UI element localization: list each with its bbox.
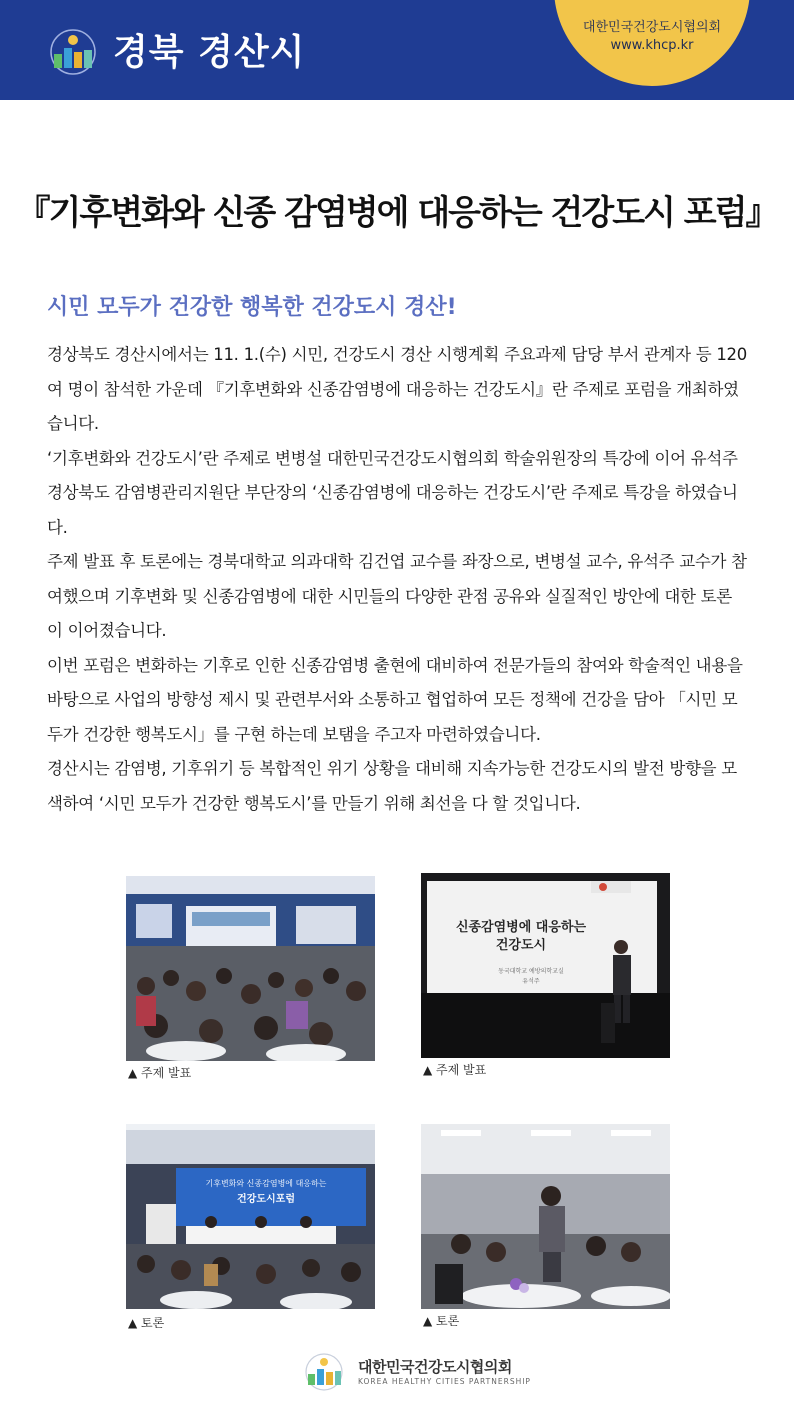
paragraph: 경상북도 경산시에서는 11. 1.(수) 시민, 건강도시 경산 시행계획 주요과제 담당 부서 관계자 등 120여 명이 참석한 가운데 『기후변화와 신종감염병에 대응하는 건강도시』란 주제로 포럼을 개최하였습니다.: [47, 345, 747, 433]
badge-org-name: 대한민국건강도시협의회: [582, 20, 722, 35]
article-headline: 『기후변화와 신종 감염병에 대응하는 건강도시 포럼』: [16, 193, 778, 233]
photo-panel-discussion: [126, 1124, 375, 1309]
slide-title-line-1: 신종감염병에 대응하는: [455, 920, 587, 935]
paragraph: ‘기후변화와 건강도시’란 주제로 변병설 대한민국건강도시협의회 학술위원장의 특강에 이어 유석주 경상북도 감염병관리지원단 부단장의 ‘신종감염병에 대응하는 건강도시’란 주제로 특강을 하였습니다.: [47, 448, 738, 537]
header-bar: [0, 0, 794, 100]
photo-keynote-audience: [126, 876, 375, 1061]
footer-org-name: 대한민국건강도시협의회: [358, 1358, 512, 1376]
paragraph: 경산시는 감염병, 기후위기 등 복합적인 위기 상황을 대비해 지속가능한 건강도시의 발전 방향을 모색하여 ‘시민 모두가 건강한 행복도시’를 만들기 위해 최선을 다 할 것입니다.: [47, 759, 737, 813]
slide-title-line-2: 건강도시: [495, 938, 547, 953]
korea-healthy-cities-logo-icon: [298, 1352, 350, 1392]
photo-caption: ▲ 토론: [423, 1314, 460, 1328]
footer-org-name-en: KOREA HEALTHY CITIES PARTNERSHIP: [358, 1377, 531, 1386]
article-subheading: 시민 모두가 건강한 행복한 건강도시 경산!: [47, 295, 457, 320]
city-title: 경북 경산시: [113, 32, 306, 73]
photo-caption: ▲ 주제 발표: [128, 1066, 192, 1080]
badge-website-link[interactable]: www.khcp.kr: [610, 38, 694, 53]
slide-subtitle-line-1: 동국대학교 예방의학교실: [498, 968, 564, 975]
korea-healthy-cities-logo-icon: [44, 28, 102, 76]
photo-caption: ▲ 주제 발표: [423, 1063, 487, 1077]
paragraph: 주제 발표 후 토론에는 경북대학교 의과대학 김건엽 교수를 좌장으로, 변병설 교수, 유석주 교수가 참여했으며 기후변화 및 신종감염병에 대한 시민들의 다양한 관점 공유와 실질적인 방안에 대한 토론이 이어졌습니다.: [47, 552, 747, 640]
photo-keynote-speaker: [421, 873, 670, 1058]
photo-citizen-question: [421, 1124, 670, 1309]
banner-line-1: 기후변화와 신종감염병에 대응하는: [205, 1179, 327, 1188]
paragraph: 이번 포럼은 변화하는 기후로 인한 신종감염병 출현에 대비하여 전문가들의 참여와 학술적인 내용을 바탕으로 사업의 방향성 제시 및 관련부서와 소통하고 협업하여 모든 정책에 건강을 담아 「시민 모두가 건강한 행복도시」를 구현 하는데 보탬을 주고자 마련하였습니다.: [47, 655, 743, 744]
article-body: [47, 338, 747, 821]
slide-subtitle-line-2: 유석주: [522, 978, 540, 985]
photo-caption: ▲ 토론: [128, 1316, 165, 1330]
banner-line-2: 건강도시포럼: [237, 1194, 295, 1205]
